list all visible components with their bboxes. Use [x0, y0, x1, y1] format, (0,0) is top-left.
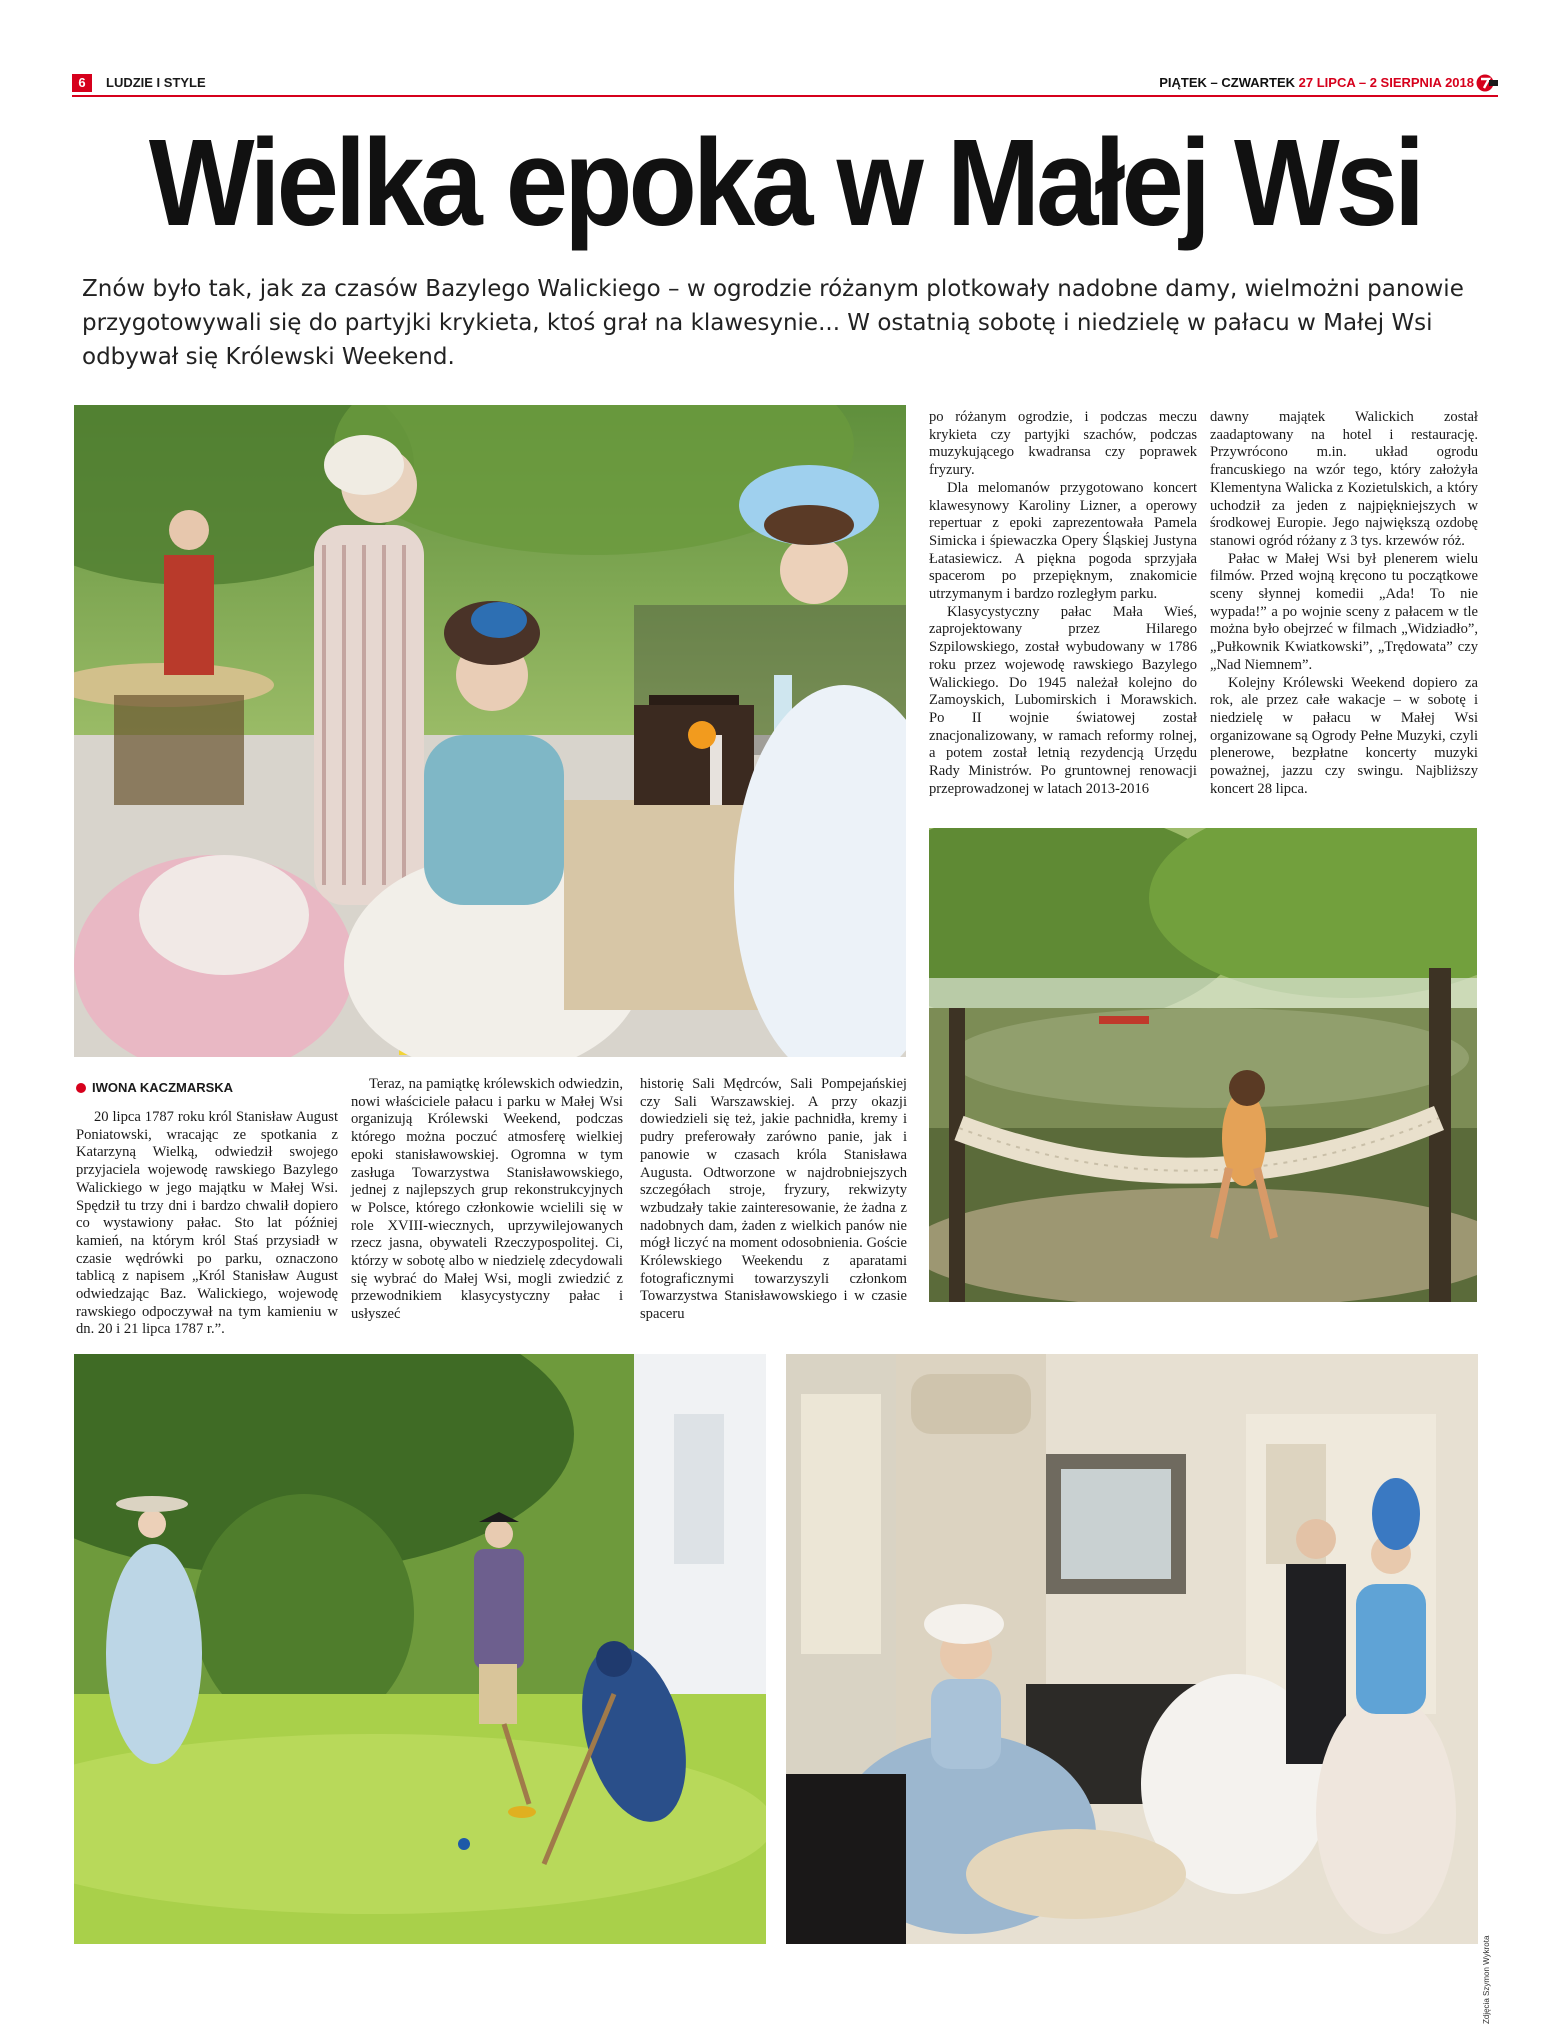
- section-name: LUDZIE I STYLE: [106, 75, 206, 90]
- paragraph: historię Sali Mędrców, Sali Pompejańskiej czy Sali Warszawskiej. A przy okazji dowiedzieli się też, jakie pachnidła, kremy i pudry preferowały zarówno panie, jak i panowie w czasach króla Stanisława Augusta. Odtworzone w najdrobniejszych szczegółach stroje, fryzury, rekwizyty wzbudzały takie zainteresowanie, że żadna z nadobnych dam, żaden z wielkich panów nie mógł liczyć na moment odosobnienia. Goście Królewskiego Weekendu z aparatami fotograficznymi towarzyszyli członkom Towarzystwa Stanisławowskiego i w czasie spaceru: [640, 1076, 907, 1323]
- byline: [76, 1080, 233, 1096]
- header-rule: [72, 95, 1498, 97]
- article-lead: Znów było tak, jak za czasów Bazylego Walickiego – w ogrodzie różanym plotkowały nadobne damy, wielmożni panowie przygotowywali się do partyjki krykieta, ktoś grał na klawesynie... W ostatnią sobotę i niedzielę w pałacu w Małej Wsi odbywał się Królewski Weekend.: [82, 276, 1464, 370]
- article-column-5: [1210, 409, 1478, 798]
- paragraph: po różanym ogrodzie, i podczas meczu krykieta czy partyjki szachów, podczas muzykującego kwadransa czy poprawek fryzury.: [929, 409, 1197, 479]
- issue-days: PIĄTEK – CZWARTEK: [1159, 75, 1296, 90]
- article-column-3: [640, 1076, 907, 1324]
- paragraph: 20 lipca 1787 roku król Stanisław August Poniatowski, wracając ze spotkania z Katarzyną Wielką, odwiedził swojego przyjaciela wojewodę rawskiego Bazylego Walickiego w jego majątku w Małej Wsi. Spędził tu trzy dni i bardzo chwalił dopiero co wystawiony pałac. Sto lat później kamień, na którym król Staś przysiadł w czasie wędrówki po parku, oznaczono tablicą z napisem „Król Stanisław August odwiedzając Baz. Walickiego, wojewodę rawskiego odpoczywał na tym kamieniu w dn. 20 i 21 lipca 1787 r.”.: [76, 1109, 338, 1338]
- photo-croquet-lawn: [74, 1354, 766, 1944]
- issue-date: [1159, 74, 1474, 92]
- paragraph: Pałac w Małej Wsi był plenerem wielu filmów. Przed wojną kręcono tu początkowe sceny słynnej komedii „Ada! To nie wypada!” a po wojnie sceny z pałacem w tle można było obejrzeć w filmach „Widziadło”, „Pułkownik Kwiatkowski”, „Trędowata” czy „Nad Niemnem”.: [1210, 550, 1478, 673]
- page-number: 6: [72, 74, 92, 92]
- issue-dates: 27 LIPCA – 2 SIERPNIA 2018: [1298, 75, 1474, 90]
- photo-hammock-park: [929, 828, 1477, 1302]
- paragraph: Dla melomanów przygotowano koncert klawesynowy Karoliny Lizner, a operowy repertuar z epoki zaprezentowała Pamela Simicka i śpiewaczka Opery Śląskiej Justyna Łatasiewicz. A piękna pogoda sprzyjała spacerom po przepięknym, znakomicie utrzymanym i bardzo rozległym parku.: [929, 479, 1197, 603]
- photo-palace-interior: [786, 1354, 1478, 1944]
- article-column-1: [76, 1109, 338, 1339]
- paragraph: dawny majątek Walickich został zaadaptowany na hotel i restaurację. Przywrócono m.in. układ ogrodu francuskiego na wzór tego, który założyła Klementyna Walicka z Kozietulskich, a który uchodził za jeden z najpiękniejszych w środkowej Europie. Jego największą ozdobę stanowi ogród różany z 3 tys. krzewów róż.: [1210, 409, 1478, 549]
- article-column-4: [929, 409, 1197, 798]
- byline-dot-icon: [76, 1083, 86, 1093]
- paragraph: Teraz, na pamiątkę królewskich odwiedzin, nowi właściciele pałacu i parku w Małej Wsi organizują Królewski Weekend, podczas którego można poczuć atmosferę wielkiej epoki stanisławowskiej. Ogromna w tym zasługa Towarzystwa Stanisławowskiego, jednej z najlepszych grup rekonstrukcyjnych w Polsce, którego członkowie wcielili się w role XVIII-wiecznych, uprzywilejowanych rzecz jasna, obywateli Rzeczypospolitej. Ci, którzy w sobotę albo w niedzielę zdecydowali się wybrać do Małej Wsi, mogli zwiedzić z przewodnikiem klasycystyczny pałac i usłyszeć: [351, 1076, 623, 1323]
- article-column-2: [351, 1076, 623, 1324]
- paragraph: Kolejny Królewski Weekend dopiero za rok, ale przez całe wakacje – w sobotę i niedzielę w pałacu w Małej Wsi organizowane są Ogrody Pełne Muzyki, czyli plenerowe, bezpłatne koncerty muzyki poważnej, jazzu czy swingu. Najbliższy koncert 28 lipca.: [1210, 674, 1478, 797]
- byline-author: IWONA KACZMARSKA: [92, 1080, 234, 1095]
- newspaper-logo-icon: [1476, 73, 1498, 93]
- photo-costumed-ladies-garden: [74, 405, 906, 1057]
- headline: Wielka epoka w Małej Wsi: [148, 113, 1422, 252]
- paragraph: Klasycystyczny pałac Mała Wieś, zaprojektowany przez Hilarego Szpilowskiego, został wybudowany w 1786 roku przez wojewodę rawskiego Bazylego Walickiego. Do 1945 należał kolejno do Zamoyskich, Lubomirskich i Morawskich. Po II wojnie światowej został znacjonalizowany, w ramach reformy rolnej, a potem został letnią rezydencją Urzędu Rady Ministrów. Po gruntownej renowacji przeprowadzonej w latach 2013-2016: [929, 603, 1197, 797]
- photo-credit: Zdjęcia Szymon Wykrota: [1482, 1935, 1491, 2024]
